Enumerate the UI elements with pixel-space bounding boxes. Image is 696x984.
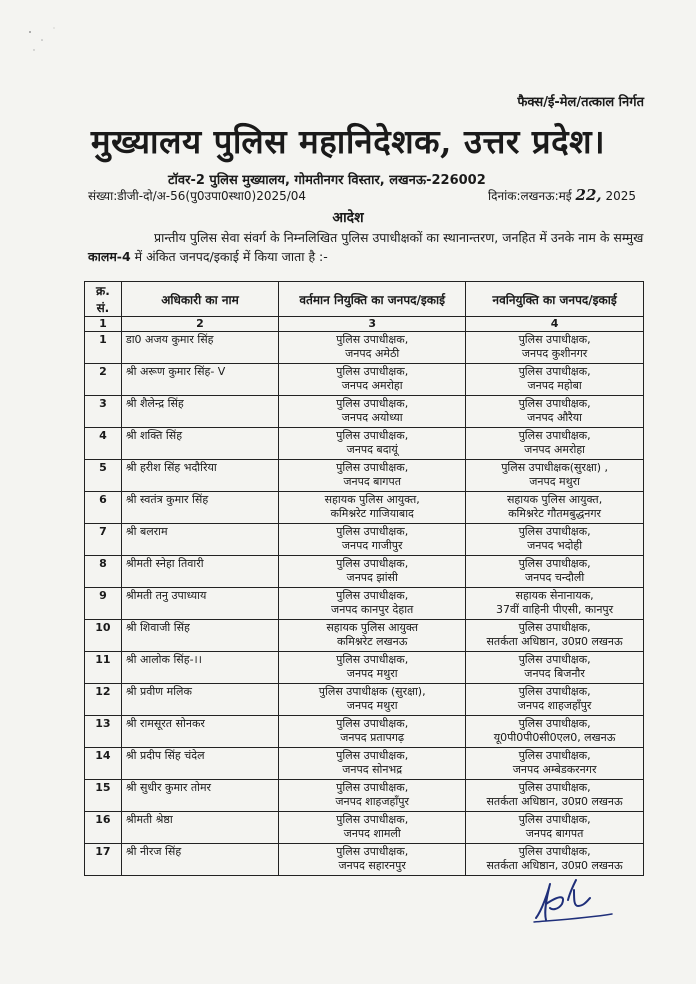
serial-number: 10 bbox=[85, 620, 122, 652]
table-row bbox=[85, 812, 644, 844]
officer-name: श्री रामसूरत सोनकर bbox=[121, 716, 278, 748]
current-designation: पुलिस उपाधीक्षक, bbox=[336, 653, 409, 666]
header-new-posting: नवनियुक्ति का जनपद/इकाई bbox=[466, 282, 644, 317]
current-unit: जनपद गाजीपुर bbox=[341, 539, 403, 552]
new-unit: सतर्कता अधिष्ठान, उ0प्र0 लखनऊ bbox=[486, 859, 623, 872]
serial-number: 12 bbox=[85, 684, 122, 716]
new-posting bbox=[466, 748, 644, 780]
current-designation: पुलिस उपाधीक्षक, bbox=[336, 813, 409, 826]
current-posting bbox=[279, 396, 466, 428]
current-posting bbox=[279, 844, 466, 876]
transfer-table bbox=[84, 281, 644, 876]
new-posting bbox=[466, 780, 644, 812]
officer-name: श्री हरीश सिंह भदौरिया bbox=[121, 460, 278, 492]
current-posting bbox=[279, 780, 466, 812]
new-unit: जनपद औरैया bbox=[527, 411, 583, 424]
header-officer-name: अधिकारी का नाम bbox=[121, 282, 278, 317]
table-row bbox=[85, 396, 644, 428]
officer-name: श्री शिवाजी सिंह bbox=[121, 620, 278, 652]
column-number-row bbox=[85, 317, 644, 332]
new-designation: पुलिस उपाधीक्षक, bbox=[518, 397, 591, 410]
new-posting bbox=[466, 588, 644, 620]
reference-number: संख्या:डीजी-दो/अ-56(पु0उपा0स्था0)2025/04 bbox=[88, 189, 307, 203]
table-row bbox=[85, 556, 644, 588]
current-unit: जनपद अयोध्या bbox=[341, 411, 403, 424]
current-unit: जनपद शामली bbox=[343, 827, 401, 840]
current-unit: जनपद बदायूं bbox=[346, 443, 398, 456]
current-posting bbox=[279, 812, 466, 844]
new-posting bbox=[466, 812, 644, 844]
new-unit: सतर्कता अधिष्ठान, उ0प्र0 लखनऊ bbox=[486, 795, 623, 808]
officer-name: श्री आलोक सिंह-।। bbox=[121, 652, 278, 684]
column-number: 2 bbox=[121, 317, 278, 332]
new-posting bbox=[466, 492, 644, 524]
new-unit: जनपद बागपत bbox=[525, 827, 584, 840]
current-posting bbox=[279, 716, 466, 748]
column-number: 4 bbox=[466, 317, 644, 332]
table-row bbox=[85, 620, 644, 652]
table-row bbox=[85, 780, 644, 812]
current-unit: जनपद अमरोहा bbox=[341, 379, 403, 392]
new-unit: जनपद अम्बेडकरनगर bbox=[512, 763, 597, 776]
new-unit: कमिश्नरेट गौतमबुद्धनगर bbox=[508, 507, 602, 520]
serial-number: 3 bbox=[85, 396, 122, 428]
new-designation: पुलिस उपाधीक्षक, bbox=[518, 429, 591, 442]
office-address: टॉवर-2 पुलिस मुख्यालय, गोमतीनगर विस्तार, लखनऊ-226002 bbox=[168, 173, 486, 188]
serial-number: 1 bbox=[85, 332, 122, 364]
serial-number: 7 bbox=[85, 524, 122, 556]
officer-name: श्रीमती स्नेहा तिवारी bbox=[121, 556, 278, 588]
table-row bbox=[85, 332, 644, 364]
new-posting bbox=[466, 364, 644, 396]
serial-number: 8 bbox=[85, 556, 122, 588]
current-posting bbox=[279, 556, 466, 588]
current-unit: जनपद सोनभद्र bbox=[342, 763, 403, 776]
current-designation: पुलिस उपाधीक्षक, bbox=[336, 781, 409, 794]
order-heading: आदेश bbox=[332, 210, 364, 226]
serial-number: 16 bbox=[85, 812, 122, 844]
new-posting bbox=[466, 460, 644, 492]
current-posting bbox=[279, 460, 466, 492]
officer-name: श्री नीरज सिंह bbox=[121, 844, 278, 876]
new-unit: 37वीं वाहिनी पीएसी, कानपुर bbox=[496, 603, 614, 616]
paper-specks bbox=[20, 20, 80, 70]
new-posting bbox=[466, 428, 644, 460]
current-designation: पुलिस उपाधीक्षक, bbox=[336, 717, 409, 730]
new-posting bbox=[466, 396, 644, 428]
current-posting bbox=[279, 652, 466, 684]
current-designation: पुलिस उपाधीक्षक, bbox=[336, 749, 409, 762]
current-unit: जनपद मथुरा bbox=[346, 667, 398, 680]
current-posting bbox=[279, 492, 466, 524]
current-designation: पुलिस उपाधीक्षक, bbox=[336, 525, 409, 538]
table-row bbox=[85, 684, 644, 716]
new-unit: जनपद मथुरा bbox=[529, 475, 580, 488]
serial-number: 11 bbox=[85, 652, 122, 684]
new-posting bbox=[466, 524, 644, 556]
current-unit: जनपद मथुरा bbox=[346, 699, 398, 712]
new-designation: पुलिस उपाधीक्षक, bbox=[518, 653, 591, 666]
current-designation: पुलिस उपाधीक्षक, bbox=[336, 589, 409, 602]
new-designation: पुलिस उपाधीक्षक, bbox=[518, 813, 591, 826]
serial-number: 4 bbox=[85, 428, 122, 460]
new-unit: जनपद चन्दौली bbox=[524, 571, 585, 584]
date-year: 2025 bbox=[605, 189, 636, 203]
table-header-row bbox=[85, 282, 644, 317]
officer-name: श्री सुधीर कुमार तोमर bbox=[121, 780, 278, 812]
table-row bbox=[85, 524, 644, 556]
new-designation: पुलिस उपाधीक्षक, bbox=[518, 621, 591, 634]
new-unit: जनपद अमरोहा bbox=[524, 443, 586, 456]
serial-number: 13 bbox=[85, 716, 122, 748]
new-designation: पुलिस उपाधीक्षक(सुरक्षा) , bbox=[501, 461, 608, 474]
current-posting bbox=[279, 332, 466, 364]
new-designation: पुलिस उपाधीक्षक, bbox=[518, 845, 591, 858]
intro-column-ref: कालम-4 bbox=[88, 249, 131, 264]
office-title: मुख्यालय पुलिस महानिदेशक, उत्तर प्रदेश। bbox=[90, 122, 606, 161]
current-designation: पुलिस उपाधीक्षक, bbox=[336, 333, 409, 346]
new-designation: पुलिस उपाधीक्षक, bbox=[518, 685, 591, 698]
officer-name: श्री प्रवीण मलिक bbox=[121, 684, 278, 716]
table-row bbox=[85, 364, 644, 396]
current-unit: जनपद अमेठी bbox=[345, 347, 400, 360]
new-posting bbox=[466, 684, 644, 716]
intro-text-1: प्रान्तीय पुलिस सेवा संवर्ग के निम्नलिखित पुलिस उपाधीक्षकों का स्थानान्तरण, जनहित में उनके नाम के सम्मुख bbox=[154, 230, 644, 245]
officer-name: श्री बलराम bbox=[121, 524, 278, 556]
serial-number: 17 bbox=[85, 844, 122, 876]
current-designation: सहायक पुलिस आयुक्त, bbox=[324, 493, 420, 506]
serial-number: 9 bbox=[85, 588, 122, 620]
header-current-posting: वर्तमान नियुक्ति का जनपद/इकाई bbox=[279, 282, 466, 317]
table-row bbox=[85, 492, 644, 524]
officer-name: श्रीमती तनु उपाध्याय bbox=[121, 588, 278, 620]
current-unit: जनपद प्रतापगढ़ bbox=[340, 731, 405, 744]
table-row bbox=[85, 428, 644, 460]
new-posting bbox=[466, 716, 644, 748]
current-unit: जनपद झांसी bbox=[346, 571, 398, 584]
new-designation: पुलिस उपाधीक्षक, bbox=[518, 557, 591, 570]
order-date bbox=[488, 186, 636, 204]
intro-text-2: में अंकित जनपद/इकाई में किया जाता है :- bbox=[130, 249, 328, 264]
date-prefix: दिनांक:लखनऊ:मई bbox=[488, 189, 572, 203]
current-posting bbox=[279, 364, 466, 396]
new-designation: पुलिस उपाधीक्षक, bbox=[518, 333, 591, 346]
current-designation: पुलिस उपाधीक्षक, bbox=[336, 557, 409, 570]
new-unit: जनपद महोबा bbox=[527, 379, 582, 392]
signature bbox=[528, 870, 618, 930]
new-designation: सहायक सेनानायक, bbox=[515, 589, 594, 602]
current-unit: जनपद शाहजहाँपुर bbox=[335, 795, 409, 808]
new-posting bbox=[466, 332, 644, 364]
new-posting bbox=[466, 556, 644, 588]
new-unit: सतर्कता अधिष्ठान, उ0प्र0 लखनऊ bbox=[486, 635, 623, 648]
serial-number: 5 bbox=[85, 460, 122, 492]
new-unit: यू0पी0पी0सी0एल0, लखनऊ bbox=[493, 731, 616, 744]
current-posting bbox=[279, 684, 466, 716]
officer-name: श्री प्रदीप सिंह चंदेल bbox=[121, 748, 278, 780]
current-unit: जनपद बागपत bbox=[343, 475, 402, 488]
serial-number: 15 bbox=[85, 780, 122, 812]
current-unit: कमिश्नरेट लखनऊ bbox=[336, 635, 408, 648]
new-designation: पुलिस उपाधीक्षक, bbox=[518, 749, 591, 762]
officer-name: श्री शैलेन्द्र सिंह bbox=[121, 396, 278, 428]
dispatch-note: फैक्स/ई-मेल/तत्काल निर्गत bbox=[517, 95, 644, 110]
current-posting bbox=[279, 524, 466, 556]
officer-name: श्री अरूण कुमार सिंह- V bbox=[121, 364, 278, 396]
current-designation: पुलिस उपाधीक्षक (सुरक्षा), bbox=[318, 685, 426, 698]
table-row bbox=[85, 748, 644, 780]
new-designation: पुलिस उपाधीक्षक, bbox=[518, 365, 591, 378]
new-posting bbox=[466, 652, 644, 684]
new-posting bbox=[466, 620, 644, 652]
new-unit: जनपद कुशीनगर bbox=[521, 347, 588, 360]
new-designation: पुलिस उपाधीक्षक, bbox=[518, 717, 591, 730]
order-intro bbox=[88, 228, 650, 266]
header-serial: क्र. सं. bbox=[85, 282, 122, 317]
new-unit: जनपद भदोही bbox=[527, 539, 583, 552]
serial-number: 2 bbox=[85, 364, 122, 396]
serial-number: 14 bbox=[85, 748, 122, 780]
current-designation: पुलिस उपाधीक्षक, bbox=[336, 845, 409, 858]
new-designation: सहायक पुलिस आयुक्त, bbox=[506, 493, 603, 506]
officer-name: डा0 अजय कुमार सिंह bbox=[121, 332, 278, 364]
current-designation: सहायक पुलिस आयुक्त bbox=[326, 621, 419, 634]
current-designation: पुलिस उपाधीक्षक, bbox=[336, 365, 409, 378]
date-day: 22, bbox=[575, 186, 602, 204]
table-row bbox=[85, 588, 644, 620]
table-row bbox=[85, 716, 644, 748]
officer-name: श्री स्वतंत्र कुमार सिंह bbox=[121, 492, 278, 524]
officer-name: श्रीमती श्रेष्ठा bbox=[121, 812, 278, 844]
new-unit: जनपद बिजनौर bbox=[524, 667, 585, 680]
current-unit: कमिश्नरेट गाजियाबाद bbox=[330, 507, 414, 520]
table-row bbox=[85, 460, 644, 492]
column-number: 3 bbox=[279, 317, 466, 332]
new-designation: पुलिस उपाधीक्षक, bbox=[518, 781, 591, 794]
serial-number: 6 bbox=[85, 492, 122, 524]
current-posting bbox=[279, 620, 466, 652]
current-designation: पुलिस उपाधीक्षक, bbox=[336, 429, 409, 442]
current-posting bbox=[279, 428, 466, 460]
current-posting bbox=[279, 748, 466, 780]
officer-name: श्री शक्ति सिंह bbox=[121, 428, 278, 460]
current-unit: जनपद कानपुर देहात bbox=[331, 603, 414, 616]
current-posting bbox=[279, 588, 466, 620]
column-number: 1 bbox=[85, 317, 122, 332]
table-row bbox=[85, 652, 644, 684]
current-designation: पुलिस उपाधीक्षक, bbox=[336, 461, 409, 474]
new-unit: जनपद शाहजहाँपुर bbox=[517, 699, 592, 712]
current-unit: जनपद सहारनपुर bbox=[338, 859, 406, 872]
new-designation: पुलिस उपाधीक्षक, bbox=[518, 525, 591, 538]
current-designation: पुलिस उपाधीक्षक, bbox=[336, 397, 409, 410]
